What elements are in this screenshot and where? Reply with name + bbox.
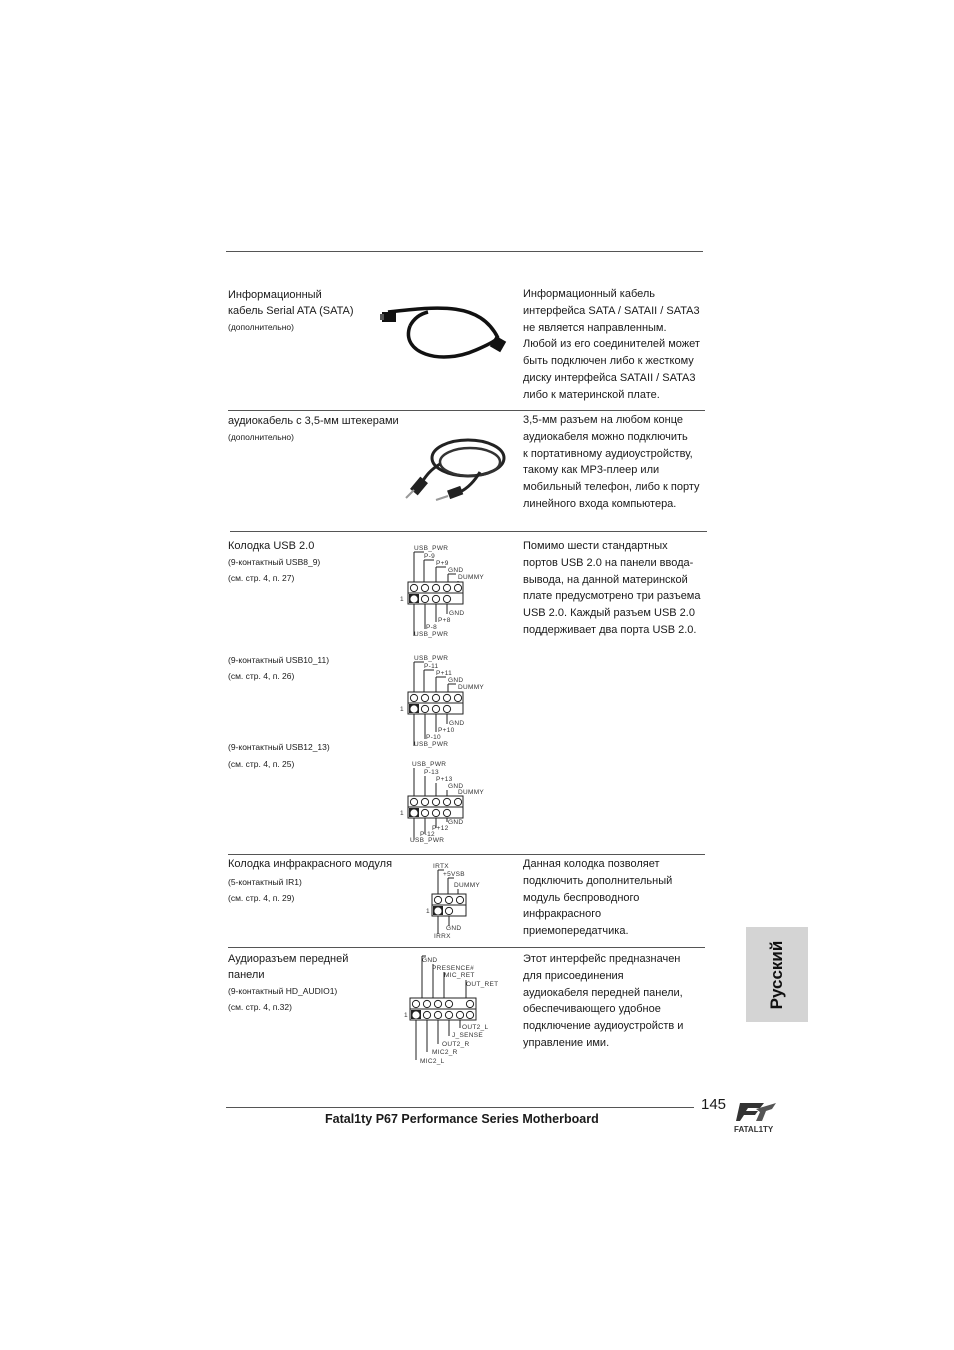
- svg-text:DUMMY: DUMMY: [454, 882, 481, 889]
- usb1011-notes: (9-контактный USB10_11) (см. стр. 4, п. 26): [228, 655, 330, 681]
- svg-text:USB_PWR: USB_PWR: [410, 837, 445, 844]
- svg-text:OUT2_L: OUT2_L: [462, 1024, 489, 1031]
- fatal1ty-logo-icon: [734, 1099, 782, 1135]
- front-audio-title: Аудиоразъем передней панели (9-контактный HD_AUDIO1) (см. стр. 4, п.32): [228, 953, 349, 1012]
- svg-text:P-10: P-10: [426, 734, 441, 741]
- svg-text:P+10: P+10: [438, 727, 455, 734]
- svg-text:MIC_RET: MIC_RET: [444, 972, 475, 979]
- svg-text:USB_PWR: USB_PWR: [414, 741, 449, 748]
- audio-cable-title: аудиокабель с 3,5-мм штекерами (дополнительно): [228, 415, 399, 442]
- footer-model-name: Fatal1ty P67 Performance Series Motherboard: [325, 1112, 599, 1126]
- sata-cable-photo-icon: [380, 298, 520, 364]
- svg-text:1: 1: [404, 1012, 408, 1019]
- usb-header-title: Колодка USB 2.0 (9-контактный USB8_9) (см. стр. 4, п. 27): [228, 540, 321, 583]
- language-side-tab: Русский: [746, 927, 808, 1022]
- svg-text:GND: GND: [448, 567, 464, 574]
- svg-text:MIC2_L: MIC2_L: [420, 1058, 445, 1065]
- svg-text:1: 1: [400, 810, 404, 817]
- ir-pin-diagram: [424, 860, 494, 942]
- footer-rule: [226, 1107, 694, 1108]
- svg-text:1: 1: [426, 908, 430, 915]
- usb10-11-pin-diagram: [398, 652, 494, 750]
- row-divider: [228, 410, 705, 411]
- svg-text:USB_PWR: USB_PWR: [414, 655, 449, 662]
- usb8-9-pin-diagram: [398, 542, 494, 640]
- svg-text:USB_PWR: USB_PWR: [412, 761, 447, 768]
- svg-text:DUMMY: DUMMY: [458, 789, 485, 796]
- svg-text:OUT2_R: OUT2_R: [442, 1041, 470, 1048]
- row-divider: [228, 947, 705, 948]
- row-divider: [230, 531, 707, 532]
- row-divider: [228, 854, 705, 855]
- svg-text:1: 1: [400, 596, 404, 603]
- ir-header-title: Колодка инфракрасного модуля (5-контактный IR1) (см. стр. 4, п. 29): [228, 858, 393, 903]
- usb12-13-pin-diagram: [396, 758, 492, 848]
- ir-header-description: Данная колодка позволяет подключить дополнительный модуль беспроводного инфракрасного приемопередатчика.: [523, 858, 673, 938]
- audio-cable-photo-icon: [400, 420, 510, 510]
- svg-text:GND: GND: [448, 783, 464, 790]
- svg-text:GND: GND: [449, 720, 465, 727]
- svg-text:GND: GND: [448, 677, 464, 684]
- svg-text:P+11: P+11: [436, 670, 453, 677]
- svg-text:GND: GND: [422, 957, 438, 964]
- svg-text:P-9: P-9: [424, 553, 436, 560]
- svg-text:+5VSB: +5VSB: [443, 871, 465, 878]
- svg-text:P+12: P+12: [432, 825, 449, 832]
- svg-text:P+9: P+9: [436, 560, 449, 567]
- svg-text:P+13: P+13: [436, 776, 453, 783]
- svg-text:GND: GND: [449, 610, 465, 617]
- front-audio-pin-diagram: [402, 954, 506, 1066]
- svg-text:DUMMY: DUMMY: [458, 574, 485, 581]
- svg-text:P-11: P-11: [424, 663, 439, 670]
- usb-header-description: Помимо шести стандартных портов USB 2.0 на панели ввода- вывода, на данной материнской плате предусмотрено три разъема USB 2.0. Каждый разъем USB 2.0 поддерживает два порта USB 2.0.: [523, 540, 701, 636]
- svg-text:J_SENSE: J_SENSE: [452, 1032, 484, 1039]
- page-number: 145: [701, 1096, 727, 1113]
- sata-description: Информационный кабель интерфейса SATA / SATAII / SATA3 не является направленным. Любой из его соединителей может быть подключен либо к жесткому диску интерфейса SATAII / SATA3 либо к материнской плате.: [523, 288, 700, 401]
- top-rule: [226, 251, 703, 252]
- svg-text:GND: GND: [446, 925, 462, 932]
- svg-text:P-12: P-12: [420, 831, 435, 838]
- svg-text:USB_PWR: USB_PWR: [414, 631, 449, 638]
- svg-text:GND: GND: [448, 819, 464, 826]
- svg-text:FATAL1TY: FATAL1TY: [734, 1125, 774, 1134]
- svg-text:OUT_RET: OUT_RET: [466, 981, 499, 988]
- svg-text:1: 1: [400, 706, 404, 713]
- svg-text:USB_PWR: USB_PWR: [414, 545, 449, 552]
- sata-title: Информационный кабель Serial ATA (SATA) (дополнительно): [228, 289, 354, 332]
- svg-text:P-8: P-8: [426, 624, 438, 631]
- svg-text:MIC2_R: MIC2_R: [432, 1049, 458, 1056]
- front-audio-description: Этот интерфейс предназначен для присоединения аудиокабеля передней панели, обеспечивающего удобное подключение аудиоустройств и управление ими.: [523, 953, 684, 1049]
- svg-text:DUMMY: DUMMY: [458, 684, 485, 691]
- svg-text:IRRX: IRRX: [434, 933, 451, 940]
- usb1213-notes: (9-контактный USB12_13) (см. стр. 4, п. 25): [228, 742, 330, 769]
- svg-text:IRTX: IRTX: [433, 863, 449, 870]
- svg-text:PRESENCE#: PRESENCE#: [432, 965, 475, 972]
- svg-text:P+8: P+8: [438, 617, 451, 624]
- svg-text:P-13: P-13: [424, 769, 439, 776]
- audio-cable-description: 3,5-мм разъем на любом конце аудиокабеля можно подключить к портативному аудиоустройству, такому как MP3-плеер или мобильный телефон, либо к порту линейного входа компьютера.: [523, 414, 700, 510]
